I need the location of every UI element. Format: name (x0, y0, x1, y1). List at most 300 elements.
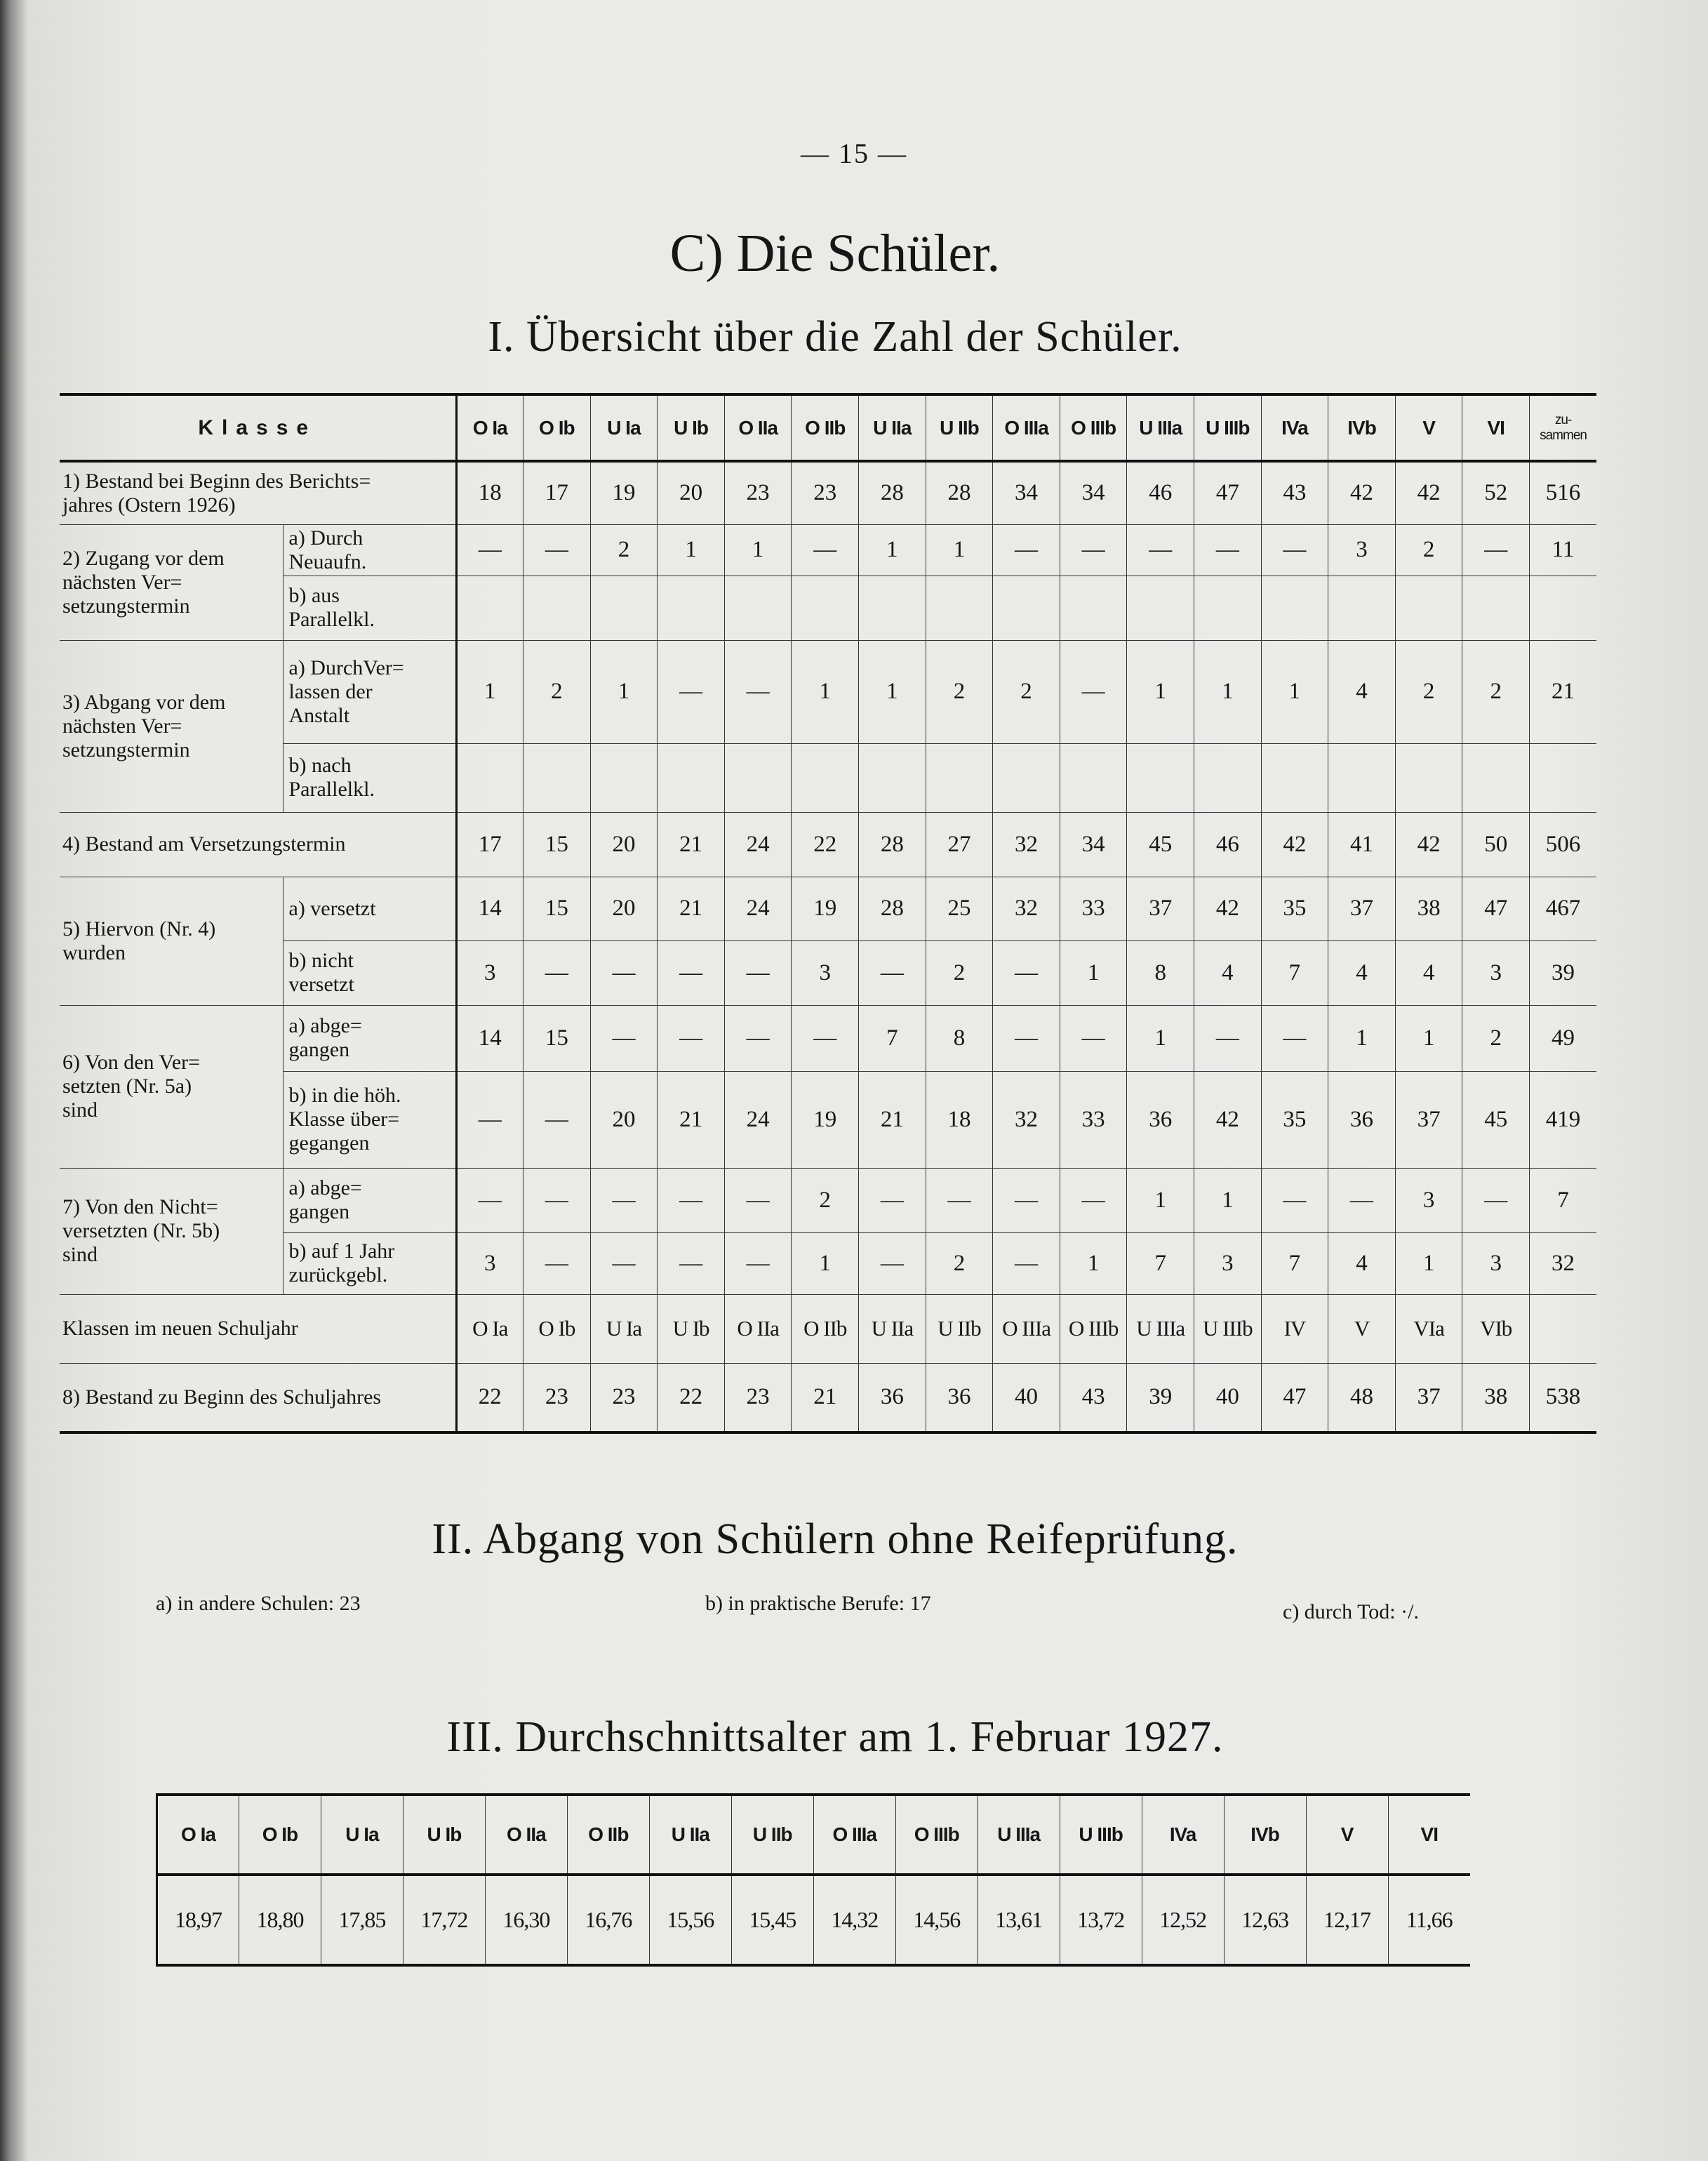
new-class-cell: O Ia (456, 1294, 523, 1363)
new-class-cell: U IIIa (1127, 1294, 1194, 1363)
average-age-table (156, 1793, 1470, 1967)
new-class-cell: V (1328, 1294, 1396, 1363)
value-cell (993, 743, 1060, 812)
row-label: Klassen im neuen Schuljahr (60, 1294, 456, 1363)
value-cell: — (792, 524, 859, 576)
value-cell: 36 (1328, 1071, 1396, 1168)
value-cell: — (523, 1232, 591, 1294)
value-cell: 1 (1395, 1232, 1462, 1294)
age-column-header: O IIIa (813, 1795, 895, 1875)
value-cell: 35 (1261, 877, 1328, 940)
value-cell: 4 (1194, 940, 1262, 1005)
value-cell: 1 (456, 640, 523, 743)
row-sublabel: b) nicht versetzt (283, 940, 456, 1005)
value-cell: 20 (590, 1071, 658, 1168)
value-cell: 20 (590, 812, 658, 877)
value-cell: — (1060, 1005, 1127, 1071)
age-value-cell: 11,66 (1388, 1875, 1470, 1965)
value-cell: — (456, 1168, 523, 1232)
value-cell: 1 (1060, 940, 1127, 1005)
age-value-cell: 14,32 (813, 1875, 895, 1965)
value-cell: 2 (926, 1232, 993, 1294)
age-column-header: V (1306, 1795, 1388, 1875)
table-row (60, 524, 1596, 576)
table-row (60, 1294, 1596, 1363)
age-column-header: U IIa (649, 1795, 731, 1875)
total-cell: 467 (1530, 877, 1597, 940)
value-cell: — (859, 1232, 926, 1294)
new-class-cell: O IIIa (993, 1294, 1060, 1363)
value-cell: 42 (1395, 461, 1462, 524)
row-label: 3) Abgang vor dem nächsten Ver= setzungstermin (60, 640, 283, 812)
value-cell: 20 (658, 461, 725, 524)
value-cell (1060, 576, 1127, 640)
value-cell: 7 (1261, 940, 1328, 1005)
new-class-cell: U IIIb (1194, 1294, 1262, 1363)
row-label: 2) Zugang vor dem nächsten Ver= setzungstermin (60, 524, 283, 640)
age-value-cell: 17,85 (321, 1875, 403, 1965)
value-cell: 34 (1060, 461, 1127, 524)
value-cell: 4 (1328, 940, 1396, 1005)
value-cell: 42 (1194, 877, 1262, 940)
value-cell: 32 (993, 812, 1060, 877)
student-count-table (60, 393, 1596, 1434)
value-cell: 21 (658, 877, 725, 940)
value-cell: 2 (792, 1168, 859, 1232)
total-cell: 11 (1530, 524, 1597, 576)
column-header-total: zu- sammen (1530, 394, 1597, 461)
value-cell: 4 (1395, 940, 1462, 1005)
value-cell: — (1127, 524, 1194, 576)
value-cell (1328, 576, 1396, 640)
table-row (60, 640, 1596, 743)
age-value-cell: 17,72 (403, 1875, 485, 1965)
value-cell: 3 (1194, 1232, 1262, 1294)
departure-professions: b) in praktische Berufe: 17 (705, 1592, 931, 1615)
value-cell: 23 (724, 461, 792, 524)
value-cell: 28 (859, 877, 926, 940)
value-cell: 2 (1395, 524, 1462, 576)
total-cell (1530, 1294, 1597, 1363)
value-cell: — (658, 640, 725, 743)
value-cell: 1 (792, 640, 859, 743)
value-cell (724, 743, 792, 812)
new-class-cell: U IIa (859, 1294, 926, 1363)
value-cell: 23 (590, 1363, 658, 1432)
row-sublabel: b) auf 1 Jahr zurückgebl. (283, 1232, 456, 1294)
value-cell (658, 743, 725, 812)
value-cell: — (523, 524, 591, 576)
value-cell: — (724, 940, 792, 1005)
table-row (60, 812, 1596, 877)
value-cell: 38 (1395, 877, 1462, 940)
value-cell: 1 (1194, 1168, 1262, 1232)
value-cell (993, 576, 1060, 640)
value-cell: — (1462, 1168, 1530, 1232)
value-cell: 36 (926, 1363, 993, 1432)
value-cell: — (658, 940, 725, 1005)
value-cell: — (1060, 524, 1127, 576)
value-cell: 43 (1060, 1363, 1127, 1432)
value-cell: 42 (1261, 812, 1328, 877)
value-cell: — (590, 1232, 658, 1294)
value-cell: — (1261, 1168, 1328, 1232)
column-header-class: U IIIb (1194, 394, 1262, 461)
value-cell (1194, 576, 1262, 640)
value-cell: — (792, 1005, 859, 1071)
value-cell: 7 (859, 1005, 926, 1071)
value-cell: 21 (792, 1363, 859, 1432)
value-cell: 19 (792, 877, 859, 940)
total-cell: 49 (1530, 1005, 1597, 1071)
value-cell: 2 (590, 524, 658, 576)
column-header-class: O Ib (523, 394, 591, 461)
value-cell: — (926, 1168, 993, 1232)
age-value-cell: 12,17 (1306, 1875, 1388, 1965)
value-cell: — (590, 1168, 658, 1232)
value-cell: 1 (1261, 640, 1328, 743)
value-cell: — (456, 524, 523, 576)
row-sublabel: b) nach Parallelkl. (283, 743, 456, 812)
value-cell: 14 (456, 877, 523, 940)
value-cell: 1 (792, 1232, 859, 1294)
value-cell (926, 576, 993, 640)
age-column-header: U IIIb (1060, 1795, 1142, 1875)
value-cell (523, 576, 591, 640)
value-cell: 1 (724, 524, 792, 576)
value-cell: — (1328, 1168, 1396, 1232)
column-header-class: O IIIb (1060, 394, 1127, 461)
value-cell: 3 (792, 940, 859, 1005)
value-cell: 32 (993, 1071, 1060, 1168)
value-cell: — (1060, 640, 1127, 743)
value-cell (1328, 743, 1396, 812)
column-header-class: VI (1462, 394, 1530, 461)
value-cell (926, 743, 993, 812)
departure-death: c) durch Tod: ·/. (1283, 1600, 1419, 1623)
age-column-header: O IIIb (895, 1795, 978, 1875)
value-cell: 42 (1194, 1071, 1262, 1168)
row-label: 1) Bestand bei Beginn des Berichts= jahres (Ostern 1926) (60, 461, 456, 524)
value-cell (1127, 743, 1194, 812)
value-cell: 28 (859, 812, 926, 877)
total-cell (1530, 576, 1597, 640)
value-cell: 3 (1395, 1168, 1462, 1232)
value-cell: 1 (859, 524, 926, 576)
value-cell: 1 (926, 524, 993, 576)
value-cell: 1 (1194, 640, 1262, 743)
column-header-class: U IIIa (1127, 394, 1194, 461)
age-value-cell: 16,76 (567, 1875, 649, 1965)
value-cell: — (658, 1232, 725, 1294)
column-header-class: IVa (1261, 394, 1328, 461)
value-cell: 22 (658, 1363, 725, 1432)
age-value-cell: 12,52 (1142, 1875, 1224, 1965)
table-row (60, 1168, 1596, 1232)
value-cell: — (724, 1168, 792, 1232)
value-cell: — (993, 1232, 1060, 1294)
value-cell: 7 (1261, 1232, 1328, 1294)
value-cell: — (658, 1168, 725, 1232)
value-cell (1462, 743, 1530, 812)
value-cell: 40 (993, 1363, 1060, 1432)
value-cell: 46 (1127, 461, 1194, 524)
value-cell: — (859, 940, 926, 1005)
value-cell: 1 (859, 640, 926, 743)
value-cell (456, 743, 523, 812)
value-cell: 34 (1060, 812, 1127, 877)
value-cell: 4 (1328, 1232, 1396, 1294)
value-cell: — (523, 1071, 591, 1168)
total-cell: 506 (1530, 812, 1597, 877)
value-cell: 1 (1328, 1005, 1396, 1071)
value-cell: 45 (1127, 812, 1194, 877)
total-cell: 21 (1530, 640, 1597, 743)
value-cell: 28 (859, 461, 926, 524)
column-header-class: U IIa (859, 394, 926, 461)
value-cell: — (993, 1168, 1060, 1232)
age-value-cell: 12,63 (1224, 1875, 1306, 1965)
value-cell: 3 (1462, 1232, 1530, 1294)
value-cell (1395, 743, 1462, 812)
value-cell: 39 (1127, 1363, 1194, 1432)
value-cell: 45 (1462, 1071, 1530, 1168)
value-cell (523, 743, 591, 812)
value-cell: 21 (658, 1071, 725, 1168)
value-cell (590, 576, 658, 640)
value-cell: 37 (1127, 877, 1194, 940)
age-column-header: O Ib (239, 1795, 321, 1875)
age-value-cell: 18,97 (157, 1875, 239, 1965)
value-cell: — (1060, 1168, 1127, 1232)
row-label: 4) Bestand am Versetzungstermin (60, 812, 456, 877)
value-cell: — (724, 640, 792, 743)
column-header-class: U IIb (926, 394, 993, 461)
age-column-header: O IIb (567, 1795, 649, 1875)
column-header-class: O IIa (724, 394, 792, 461)
value-cell: 34 (993, 461, 1060, 524)
value-cell: 24 (724, 877, 792, 940)
value-cell: 3 (456, 940, 523, 1005)
value-cell: 2 (993, 640, 1060, 743)
value-cell: 7 (1127, 1232, 1194, 1294)
table-row (60, 1005, 1596, 1071)
column-header-class: O IIIa (993, 394, 1060, 461)
column-header-class: IVb (1328, 394, 1396, 461)
value-cell: 21 (658, 812, 725, 877)
value-cell: — (590, 940, 658, 1005)
value-cell (1127, 576, 1194, 640)
value-cell: 18 (456, 461, 523, 524)
value-cell: 24 (724, 812, 792, 877)
value-cell: — (590, 1005, 658, 1071)
row-sublabel: a) abge= gangen (283, 1005, 456, 1071)
new-class-cell: U Ia (590, 1294, 658, 1363)
value-cell: 2 (1395, 640, 1462, 743)
value-cell: — (1261, 1005, 1328, 1071)
value-cell (724, 576, 792, 640)
value-cell: 25 (926, 877, 993, 940)
total-cell: 39 (1530, 940, 1597, 1005)
total-cell: 516 (1530, 461, 1597, 524)
age-value-cell: 15,45 (731, 1875, 813, 1965)
age-value-cell: 15,56 (649, 1875, 731, 1965)
value-cell (792, 576, 859, 640)
age-column-header: VI (1388, 1795, 1470, 1875)
new-class-cell: O IIIb (1060, 1294, 1127, 1363)
value-cell: 20 (590, 877, 658, 940)
value-cell (1261, 743, 1328, 812)
new-class-cell: O IIa (724, 1294, 792, 1363)
table-row (60, 1363, 1596, 1432)
value-cell: 19 (590, 461, 658, 524)
value-cell (590, 743, 658, 812)
value-cell: — (1462, 524, 1530, 576)
value-cell: 41 (1328, 812, 1396, 877)
new-class-cell: O IIb (792, 1294, 859, 1363)
value-cell (1261, 576, 1328, 640)
value-cell: 27 (926, 812, 993, 877)
value-cell: 36 (1127, 1071, 1194, 1168)
value-cell: 8 (1127, 940, 1194, 1005)
value-cell: 42 (1395, 812, 1462, 877)
value-cell: 23 (724, 1363, 792, 1432)
section-heading-average-age: III. Durchschnittsalter am 1. Februar 1927. (446, 1713, 1224, 1761)
value-cell: 8 (926, 1005, 993, 1071)
row-sublabel: a) Durch Neuaufn. (283, 524, 456, 576)
total-cell: 538 (1530, 1363, 1597, 1432)
column-header-class: U Ib (658, 394, 725, 461)
value-cell: 28 (926, 461, 993, 524)
age-value-cell: 16,30 (485, 1875, 567, 1965)
row-sublabel: a) DurchVer= lassen der Anstalt (283, 640, 456, 743)
value-cell: 22 (456, 1363, 523, 1432)
row-sublabel: b) aus Parallelkl. (283, 576, 456, 640)
value-cell: — (724, 1005, 792, 1071)
value-cell: 52 (1462, 461, 1530, 524)
value-cell: 4 (1328, 640, 1396, 743)
value-cell: 19 (792, 1071, 859, 1168)
value-cell: — (1194, 1005, 1262, 1071)
table-row (60, 940, 1596, 1005)
value-cell: 3 (1328, 524, 1396, 576)
column-header-class: O Ia (456, 394, 523, 461)
value-cell: — (724, 1232, 792, 1294)
value-cell: 33 (1060, 877, 1127, 940)
age-value-cell: 13,61 (978, 1875, 1060, 1965)
new-class-cell: U IIb (926, 1294, 993, 1363)
value-cell: 47 (1462, 877, 1530, 940)
row-sublabel: a) abge= gangen (283, 1168, 456, 1232)
row-label: 5) Hiervon (Nr. 4) wurden (60, 877, 283, 1005)
value-cell: 42 (1328, 461, 1396, 524)
value-cell: — (658, 1005, 725, 1071)
value-cell: 23 (792, 461, 859, 524)
value-cell: 22 (792, 812, 859, 877)
column-header-class: V (1395, 394, 1462, 461)
value-cell: 40 (1194, 1363, 1262, 1432)
value-cell: 2 (926, 940, 993, 1005)
page-title: C) Die Schüler. (669, 224, 1001, 283)
table-row (60, 576, 1596, 640)
value-cell: 47 (1194, 461, 1262, 524)
value-cell: 50 (1462, 812, 1530, 877)
value-cell: 37 (1395, 1071, 1462, 1168)
value-cell: 2 (926, 640, 993, 743)
column-header-class: O IIb (792, 394, 859, 461)
row-label: 8) Bestand zu Beginn des Schuljahres (60, 1363, 456, 1432)
value-cell: — (993, 524, 1060, 576)
row-label: 7) Von den Nicht= versetzten (Nr. 5b) sind (60, 1168, 283, 1294)
value-cell: 3 (456, 1232, 523, 1294)
value-cell (859, 743, 926, 812)
value-cell: — (456, 1071, 523, 1168)
age-column-header: U IIIa (978, 1795, 1060, 1875)
total-cell: 32 (1530, 1232, 1597, 1294)
value-cell (792, 743, 859, 812)
value-cell: 37 (1395, 1363, 1462, 1432)
age-column-header: U Ia (321, 1795, 403, 1875)
value-cell (1395, 576, 1462, 640)
row-label: 6) Von den Ver= setzten (Nr. 5a) sind (60, 1005, 283, 1168)
age-value-cell: 13,72 (1060, 1875, 1142, 1965)
value-cell: 3 (1462, 940, 1530, 1005)
age-column-header: O Ia (157, 1795, 239, 1875)
column-header-class: U Ia (590, 394, 658, 461)
new-class-cell: VIb (1462, 1294, 1530, 1363)
new-class-cell: VIa (1395, 1294, 1462, 1363)
total-cell (1530, 743, 1597, 812)
value-cell: — (993, 940, 1060, 1005)
value-cell: 1 (1395, 1005, 1462, 1071)
column-header-klasse: Klasse (60, 394, 456, 461)
value-cell: 1 (1060, 1232, 1127, 1294)
table-row (60, 877, 1596, 940)
value-cell: 2 (523, 640, 591, 743)
value-cell: 2 (1462, 640, 1530, 743)
value-cell: 1 (658, 524, 725, 576)
value-cell: 1 (1127, 640, 1194, 743)
section-heading-departures: II. Abgang von Schülern ohne Reifeprüfung. (432, 1515, 1239, 1563)
table-row (60, 461, 1596, 524)
value-cell: 43 (1261, 461, 1328, 524)
age-value-cell: 14,56 (895, 1875, 978, 1965)
value-cell: — (859, 1168, 926, 1232)
value-cell: — (1261, 524, 1328, 576)
value-cell: 33 (1060, 1071, 1127, 1168)
value-cell: — (993, 1005, 1060, 1071)
value-cell: 38 (1462, 1363, 1530, 1432)
new-class-cell: U Ib (658, 1294, 725, 1363)
value-cell: — (523, 940, 591, 1005)
value-cell (456, 576, 523, 640)
value-cell: 47 (1261, 1363, 1328, 1432)
age-value-cell: 18,80 (239, 1875, 321, 1965)
value-cell: 32 (993, 877, 1060, 940)
age-column-header: O IIa (485, 1795, 567, 1875)
new-class-cell: IV (1261, 1294, 1328, 1363)
value-cell: 15 (523, 1005, 591, 1071)
value-cell: 48 (1328, 1363, 1396, 1432)
value-cell: 15 (523, 812, 591, 877)
age-column-header: IVa (1142, 1795, 1224, 1875)
row-sublabel: b) in die höh. Klasse über= gegangen (283, 1071, 456, 1168)
table-row (60, 1232, 1596, 1294)
table-row (60, 743, 1596, 812)
value-cell: 14 (456, 1005, 523, 1071)
page-number: — 15 — (801, 138, 907, 169)
value-cell (1060, 743, 1127, 812)
